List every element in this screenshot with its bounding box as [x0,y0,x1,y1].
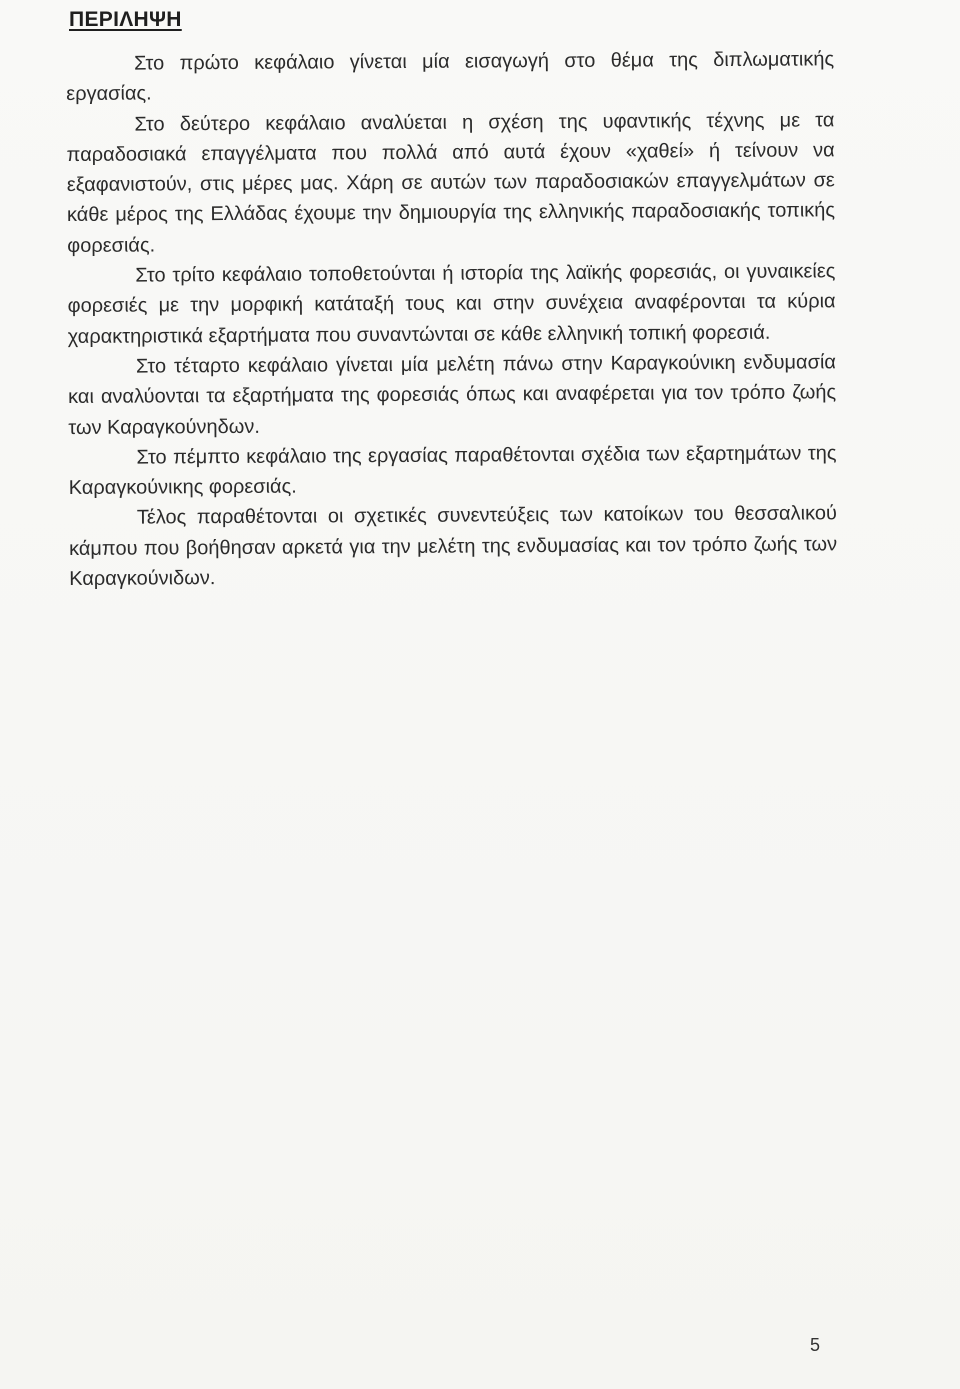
paragraph-6: Τέλος παραθέτονται οι σχετικές συνεντεύξεις των κατοίκων του θεσσαλικού κάμπου που βοήθησαν αρκετά για την μελέτη της ενδυμασίας και τον τρόπο ζωής των Καραγκούνιδων. [68,502,838,591]
paragraph-1: Στο πρώτο κεφάλαιο γίνεται μία εισαγωγή στο θέμα της διπλωματικής εργασίας. [66,48,835,106]
paragraph-5: Στο πέμπτο κεφάλαιο της εργασίας παραθέτονται σχέδια των εξαρτημάτων της Καραγκούνικης φορεσιάς. [68,442,837,500]
paragraph-4: Στο τέταρτο κεφάλαιο γίνεται μία μελέτη πάνω στην Καραγκούνικη ενδυμασία και αναλύονται τα εξαρτήματα της φορεσιάς όπως και αναφέρεται για τον τρόπο ζωής των Καραγκούνηδων. [68,351,837,439]
paragraph-3: Στο τρίτο κεφάλαιο τοποθετούνται ή ιστορία της λαϊκής φορεσιάς, οι γυναικείες φορεσιές με την μορφική κατάταξή τους και στην συνέχεια αναφέρονται τα κύρια χαρακτηριστικά εξαρτήματα που συναντώνται σε κάθε ελληνική τοπική φορεσιά. [67,260,836,348]
paragraph-2: Στο δεύτερο κεφάλαιο αναλύεται η σχέση της υφαντικής τέχνης με τα παραδοσιακά επαγγέλματα που πολλά από αυτά έχουν «χαθεί» ή τείνουν να εξαφανιστούν, στις μέρες μας. Χάρη σε αυτών των παραδοσιακών επαγγελμάτων σε κάθε μέρος της Ελλάδας έχουμε την δημιουργία της ελληνικής παραδοσιακής τοπικής φορεσιάς. [66,108,836,257]
summary-body [66,44,837,594]
page-number: 5 [810,1335,821,1355]
section-heading: ΠΕΡΙΛΗΨΗ [69,8,182,31]
